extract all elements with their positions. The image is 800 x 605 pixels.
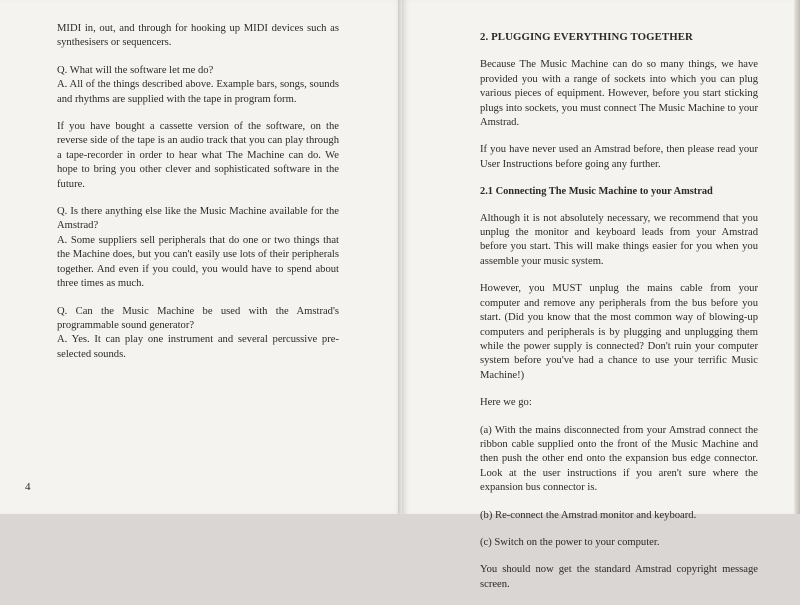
page-edge [794,0,800,514]
right-page-text [480,22,758,605]
question-alternatives: Q. Is there anything else like the Music Machine available for the Amstrad? [57,206,339,232]
copyright-message-paragraph: You should now get the standard Amstrad copyright message screen. [480,564,758,590]
page-number: 4 [25,481,31,493]
answer-alternatives: A. Some suppliers sell peripherals that do one or two things that the Machine does, but you can't easily use lots of their peripherals together. And even if you could, you would have to spend about three times as much. [57,234,339,290]
user-instructions-paragraph: If you have never used an Amstrad before, then please read your User Instructions before going any further. [480,144,758,170]
unplug-recommendation-paragraph: Although it is not absolutely necessary, we recommend that you unplug the monitor and keyboard leads from your Amstrad before you start. This will make things easier for you when you assemble your music system. [480,212,758,267]
qa-alternatives [57,205,339,291]
mains-warning-paragraph: However, you MUST unplug the mains cable from your computer and remove any peripherals from the bus before you start. (Did you know that the most common way of blowing-up computers and peripherals is by plugging and unplugging them while the power supply is connected? Don't ruin your computer system before you've had a chance to use your terrific Music Machine!) [480,283,758,381]
question-software: Q. What will the software let me do? [57,64,214,76]
step-c-paragraph: (c) Switch on the power to your computer. [480,536,660,548]
question-sound-generator: Q. Can the Music Machine be used with the Amstrad's programmable sound generator? [57,305,339,331]
right-page [402,0,800,590]
left-page-text [57,22,339,375]
answer-sound-generator: A. Yes. It can play one instrument and several percussive pre-selected sounds. [57,334,339,360]
qa-software [57,64,339,107]
step-b-paragraph: (b) Re-connect the Amstrad monitor and keyboard. [480,509,697,521]
sockets-paragraph: Because The Music Machine can do so many things, we have provided you with a range of sockets into which you can plug various pieces of equipment. However, before you start sticking plugs into sockets, you must connect The Music Machine to your Amstrad. [480,59,758,129]
answer-software: A. All of the things described above. Example bars, songs, sounds and rhythms are supplied with the tape in program form. [57,79,339,105]
cassette-paragraph: If you have bought a cassette version of the software, on the reverse side of the tape is an audio track that you can play through a tape-recorder in order to hear what The Machine can do. We hope to bring you other clever and sophisticated software in the future. [57,121,339,190]
qa-sound-generator [57,305,339,363]
midi-intro-paragraph: MIDI in, out, and through for hooking up MIDI devices such as synthesisers or sequencers. [57,23,339,49]
section-heading: 2. PLUGGING EVERYTHING TOGETHER [480,31,693,43]
here-we-go-paragraph: Here we go: [480,397,532,409]
left-page [0,0,402,514]
step-a-paragraph: (a) With the mains disconnected from your Amstrad connect the ribbon cable supplied onto the front of the Music Machine and then push the other end onto the expansion bus edge connector. Look at the user instructions if you aren't sure where the expansion bus connector is. [480,424,758,494]
subsection-heading: 2.1 Connecting The Music Machine to your Amstrad [480,186,713,198]
